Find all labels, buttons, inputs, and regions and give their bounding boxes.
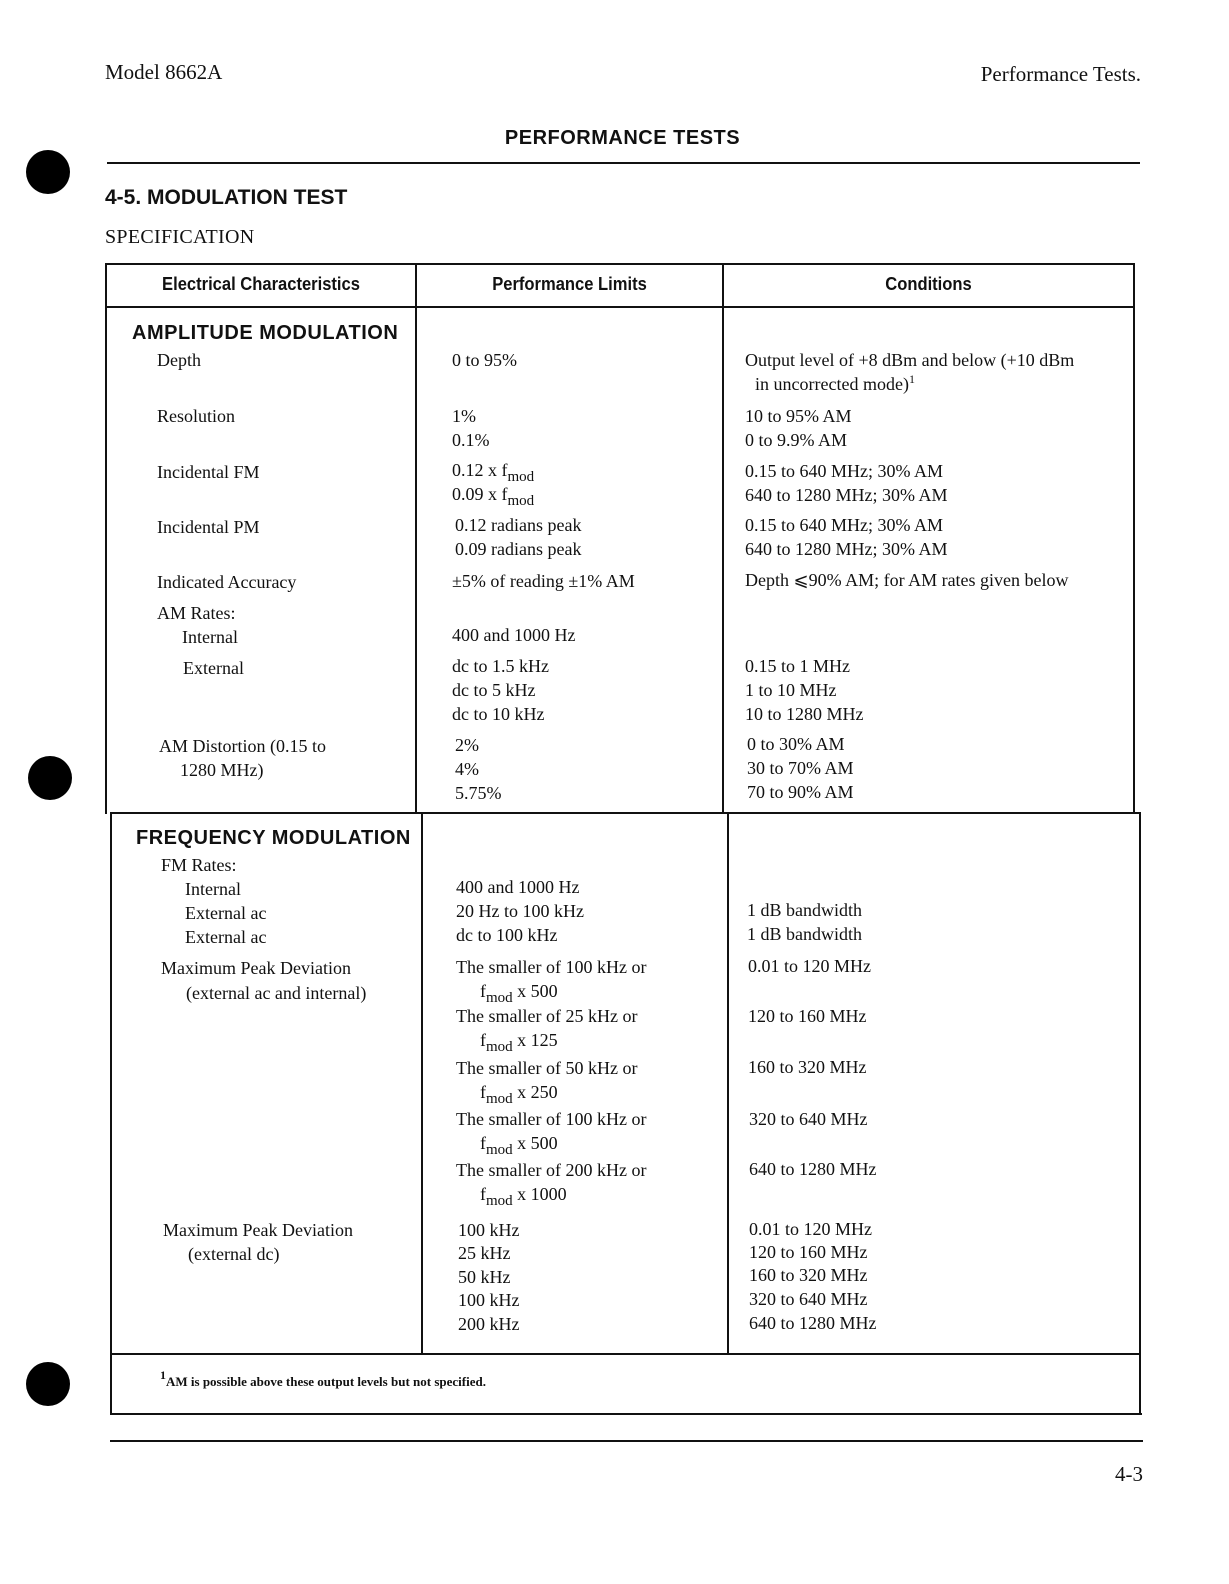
limit-deviation-dc: 200 kHz xyxy=(458,1314,520,1334)
limit-external: dc to 5 kHz xyxy=(452,680,536,700)
footnote-ref: 1 xyxy=(908,372,915,386)
title-rule xyxy=(107,162,1140,164)
row-label-max-peak-deviation-dc: Maximum Peak Deviation xyxy=(163,1220,353,1240)
section-heading-fm: FREQUENCY MODULATION xyxy=(136,827,411,849)
cond-deviation-dc: 640 to 1280 MHz xyxy=(749,1313,877,1333)
table-border-right xyxy=(1139,812,1141,1415)
specification-label: SPECIFICATION xyxy=(105,226,255,248)
row-label-am-distortion: AM Distortion (0.15 to xyxy=(159,736,327,756)
cond-external: 0.15 to 1 MHz xyxy=(745,656,850,676)
row-label-am-distortion-cont: 1280 MHz) xyxy=(180,760,264,780)
cond-resolution: 10 to 95% AM xyxy=(745,406,852,426)
cond-am-distortion: 30 to 70% AM xyxy=(747,758,854,778)
page-number: 4-3 xyxy=(1115,1462,1143,1486)
row-label-internal: Internal xyxy=(182,627,238,647)
table-border-left xyxy=(105,263,107,814)
limit-deviation: The smaller of 100 kHz or xyxy=(456,1109,647,1129)
cond-depth: Output level of +8 dBm and below (+10 dBm xyxy=(745,350,1075,370)
limit-fm-rate: dc to 100 kHz xyxy=(456,925,558,945)
column-divider xyxy=(727,812,729,1354)
cond-deviation-dc: 0.01 to 120 MHz xyxy=(749,1219,872,1239)
limit-deviation-mult: $f_{mod}$ x 125 xyxy=(480,1030,558,1055)
cond-external: 1 to 10 MHz xyxy=(745,680,837,700)
column-divider xyxy=(415,263,417,814)
limit-incidental-fm: 0.12 x $f_{mod}$ xyxy=(452,460,535,485)
cond-am-distortion: 70 to 90% AM xyxy=(747,782,854,802)
limit-deviation-mult: $f_{mod}$ x 250 xyxy=(480,1082,558,1107)
row-label-resolution: Resolution xyxy=(157,406,236,426)
limit-resolution: 0.1% xyxy=(452,430,490,450)
cond-deviation: 120 to 160 MHz xyxy=(748,1006,867,1026)
limit-deviation-dc: 25 kHz xyxy=(458,1243,511,1263)
column-header: Conditions xyxy=(885,274,972,294)
table-border-right xyxy=(1133,263,1135,814)
footer-rule xyxy=(110,1440,1143,1442)
cond-resolution: 0 to 9.9% AM xyxy=(745,430,848,450)
limit-fm-rate: 20 Hz to 100 kHz xyxy=(456,901,584,921)
row-label-fm-rates: FM Rates: xyxy=(161,855,237,875)
row-label-fm-rate: External ac xyxy=(185,927,267,947)
cond-indicated-accuracy: Depth ⩽90% AM; for AM rates given below xyxy=(745,570,1069,590)
row-label-indicated-accuracy: Indicated Accuracy xyxy=(157,572,297,592)
table-border-left xyxy=(110,812,112,1415)
limit-internal: 400 and 1000 Hz xyxy=(452,625,576,645)
cond-external: 10 to 1280 MHz xyxy=(745,704,864,724)
row-label-external: External xyxy=(183,658,244,678)
header-row-rule xyxy=(105,306,1135,308)
limit-external: dc to 10 kHz xyxy=(452,704,545,724)
row-label-fm-rate: External ac xyxy=(185,903,267,923)
limit-incidental-pm: 0.09 radians peak xyxy=(455,539,582,559)
section-title: 4-5. MODULATION TEST xyxy=(105,186,348,209)
limit-fm-rate: 400 and 1000 Hz xyxy=(456,877,580,897)
row-label-fm-rate: Internal xyxy=(185,879,241,899)
limit-deviation-dc: 50 kHz xyxy=(458,1267,511,1287)
row-label-max-peak-deviation: Maximum Peak Deviation xyxy=(161,958,351,978)
cond-deviation-dc: 320 to 640 MHz xyxy=(749,1289,868,1309)
cond-deviation-dc: 120 to 160 MHz xyxy=(749,1242,868,1262)
cond-deviation: 320 to 640 MHz xyxy=(749,1109,868,1129)
limit-deviation: The smaller of 25 kHz or xyxy=(456,1006,638,1026)
column-divider xyxy=(722,263,724,814)
limit-incidental-fm: 0.09 x $f_{mod}$ xyxy=(452,484,535,509)
cond-am-distortion: 0 to 30% AM xyxy=(747,734,845,754)
cond-incidental-fm: 0.15 to 640 MHz; 30% AM xyxy=(745,461,943,481)
section-divider xyxy=(110,812,1140,814)
row-label-am-rates: AM Rates: xyxy=(157,603,236,623)
limit-deviation-mult: $f_{mod}$ x 500 xyxy=(480,981,558,1006)
table-border-top xyxy=(105,263,1135,265)
cond-deviation: 160 to 320 MHz xyxy=(748,1057,867,1077)
cond-deviation: 0.01 to 120 MHz xyxy=(748,956,871,976)
limit-resolution: 1% xyxy=(452,406,476,426)
limit-deviation-dc: 100 kHz xyxy=(458,1220,520,1240)
column-header: Electrical Characteristics xyxy=(162,274,360,294)
cond-fm-rate: 1 dB bandwidth xyxy=(747,900,862,920)
cond-incidental-fm: 640 to 1280 MHz; 30% AM xyxy=(745,485,948,505)
column-divider xyxy=(421,812,423,1354)
header-section: Performance Tests. xyxy=(980,62,1141,86)
table-border-bottom xyxy=(112,1413,1142,1415)
cond-deviation-dc: 160 to 320 MHz xyxy=(749,1265,868,1285)
limit-deviation-mult: $f_{mod}$ x 1000 xyxy=(480,1184,567,1209)
limit-deviation: The smaller of 100 kHz or xyxy=(456,957,647,977)
limit-am-distortion: 4% xyxy=(455,759,479,779)
row-label-depth: Depth xyxy=(157,350,201,370)
footnote: $^1$AM is possible above these output levels but not specified. xyxy=(160,1368,486,1389)
punch-hole-bottom xyxy=(26,1362,70,1406)
limit-deviation-dc: 100 kHz xyxy=(458,1290,520,1310)
column-header: Performance Limits xyxy=(492,274,647,294)
cond-deviation: 640 to 1280 MHz xyxy=(749,1159,877,1179)
header-model: Model 8662A xyxy=(105,60,223,84)
limit-deviation-mult: $f_{mod}$ x 500 xyxy=(480,1133,558,1158)
row-label-max-peak-deviation-cont: (external ac and internal) xyxy=(186,983,367,1003)
limit-incidental-pm: 0.12 radians peak xyxy=(455,515,582,535)
row-label-max-peak-deviation-dc-cont: (external dc) xyxy=(188,1244,280,1264)
limit-indicated-accuracy: ±5% of reading ±1% AM xyxy=(452,571,635,591)
limit-deviation: The smaller of 50 kHz or xyxy=(456,1058,638,1078)
cond-incidental-pm: 0.15 to 640 MHz; 30% AM xyxy=(745,515,943,535)
cond-depth-cont: in uncorrected mode)$^1$ xyxy=(755,372,915,394)
limit-deviation: The smaller of 200 kHz or xyxy=(456,1160,647,1180)
row-label-incidental-pm: Incidental PM xyxy=(157,517,260,537)
limit-external: dc to 1.5 kHz xyxy=(452,656,549,676)
punch-hole-top xyxy=(26,150,70,194)
limit-am-distortion: 5.75% xyxy=(455,783,502,803)
limit-depth: 0 to 95% xyxy=(452,350,517,370)
page-title: PERFORMANCE TESTS xyxy=(504,127,741,149)
cond-fm-rate: 1 dB bandwidth xyxy=(747,924,862,944)
cond-incidental-pm: 640 to 1280 MHz; 30% AM xyxy=(745,539,948,559)
row-label-incidental-fm: Incidental FM xyxy=(157,462,260,482)
punch-hole-middle xyxy=(28,756,72,800)
limit-am-distortion: 2% xyxy=(455,735,479,755)
section-heading-am: AMPLITUDE MODULATION xyxy=(132,322,399,344)
footnote-divider xyxy=(112,1353,1141,1355)
